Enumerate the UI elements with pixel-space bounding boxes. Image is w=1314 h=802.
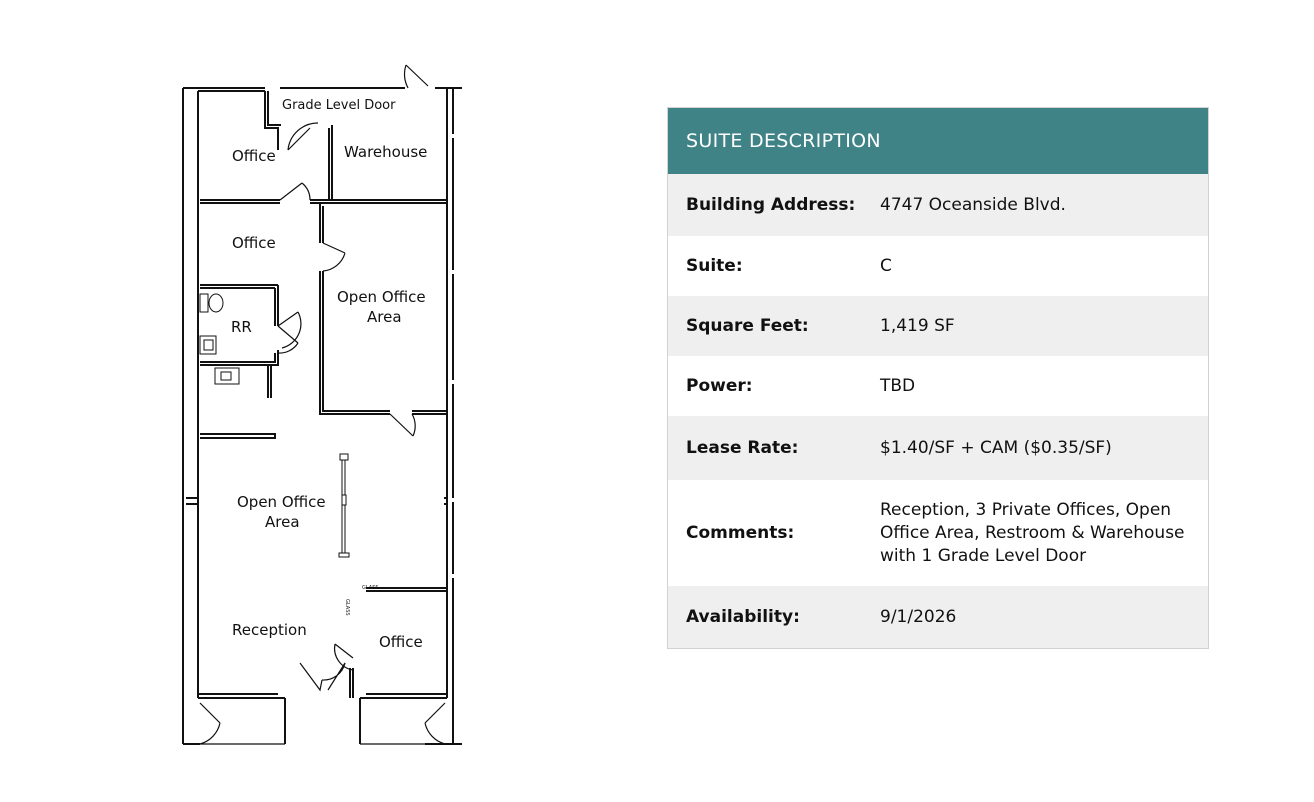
- suite-description-header: SUITE DESCRIPTION: [668, 108, 1208, 174]
- table-row-availability: [668, 586, 1208, 648]
- partition: [339, 454, 349, 557]
- row-label: Lease Rate:: [686, 438, 799, 458]
- office-top-label: Office: [232, 147, 276, 165]
- reception-label: Reception: [232, 621, 307, 639]
- open-office-main-label-line1: Open Office: [237, 493, 326, 511]
- row-label: Availability:: [686, 607, 800, 627]
- row-label: Square Feet:: [686, 316, 809, 336]
- grade-level-door-label: Grade Level Door: [282, 98, 396, 113]
- row-value: TBD: [880, 375, 916, 396]
- row-value: 4747 Oceanside Blvd.: [880, 194, 1066, 215]
- floor-plan: [170, 58, 480, 758]
- table-row-suite: [668, 236, 1208, 296]
- office-bottom-label: Office: [379, 633, 423, 651]
- open-office-right-label-line1: Open Office: [337, 288, 426, 306]
- table-row-square-feet: [668, 296, 1208, 356]
- glass-label-1: GLASS: [362, 585, 379, 591]
- restroom-fixtures: [200, 294, 239, 384]
- row-value: Reception, 3 Private Offices, Open Office Area, Restroom & Warehouse with 1 Grade Level Door: [880, 499, 1185, 566]
- row-value: $1.40/SF + CAM ($0.35/SF): [880, 437, 1112, 458]
- row-label: Suite:: [686, 256, 743, 276]
- row-value: C: [880, 255, 892, 276]
- office-middle-label: Office: [232, 234, 276, 252]
- restroom-label: RR: [231, 318, 252, 336]
- row-value: 1,419 SF: [880, 315, 955, 336]
- row-label: Building Address:: [686, 195, 856, 215]
- row-value: 9/1/2026: [880, 606, 957, 627]
- table-row-comments: [668, 480, 1208, 586]
- open-office-main-label-line2: Area: [265, 513, 300, 531]
- open-office-right-label-line2: Area: [367, 308, 402, 326]
- table-row-power: [668, 356, 1208, 416]
- row-label: Power:: [686, 376, 753, 396]
- suite-description-table: [667, 107, 1209, 649]
- row-label: Comments:: [686, 523, 795, 543]
- interior-walls: [186, 91, 447, 698]
- warehouse-label: Warehouse: [344, 143, 428, 161]
- table-row-building-address: [668, 174, 1208, 236]
- glass-label-2: GLASS: [344, 599, 350, 616]
- table-row-lease-rate: [668, 416, 1208, 480]
